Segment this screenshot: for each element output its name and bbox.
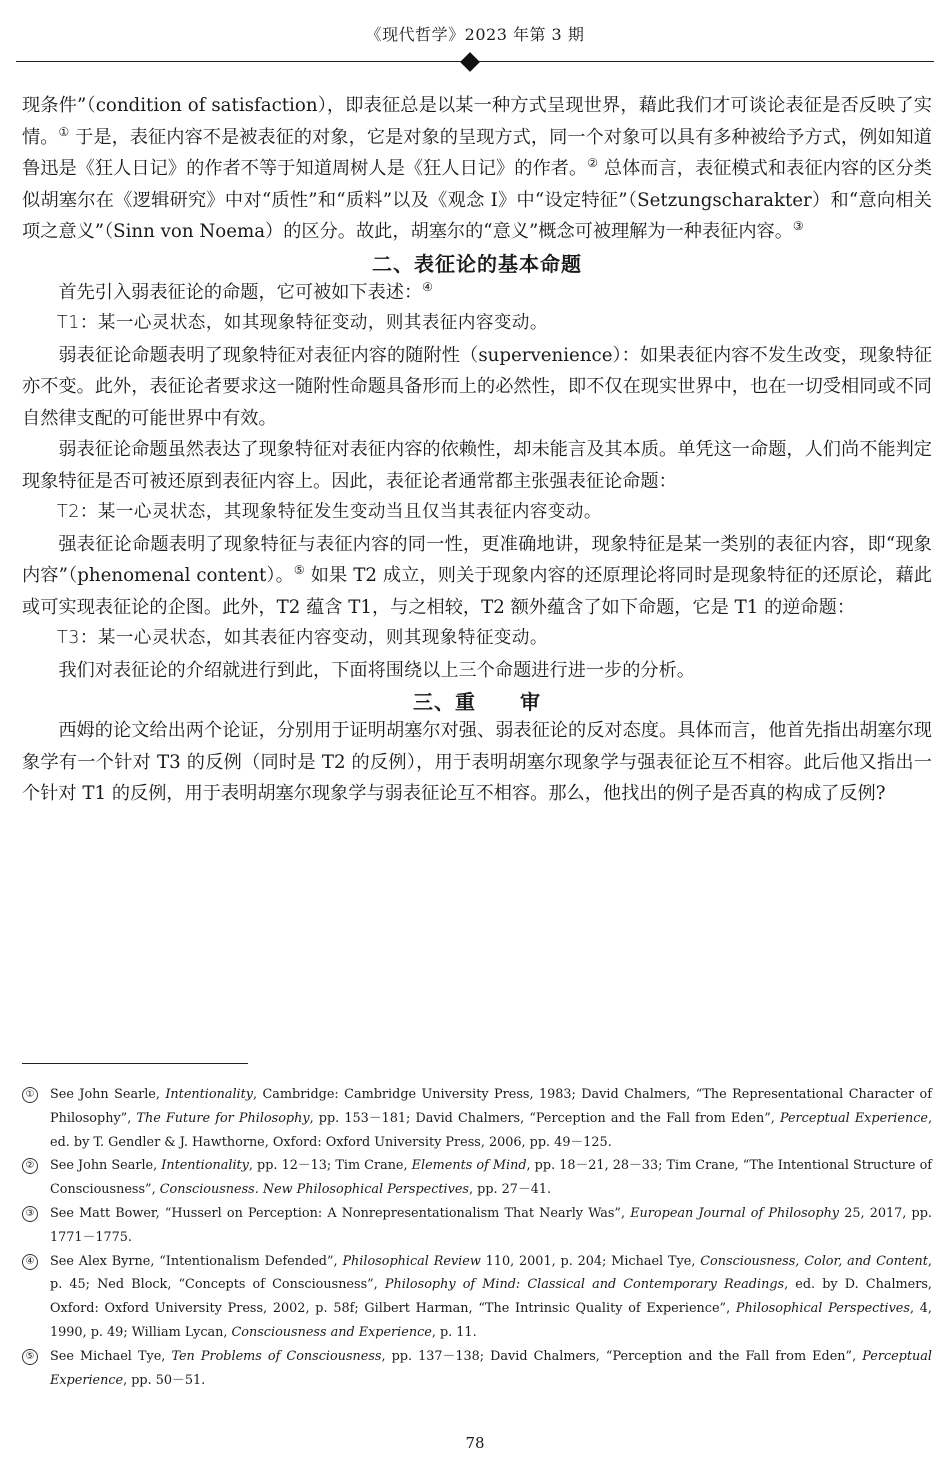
page-number: 78 — [465, 1434, 485, 1452]
footnote-ref-1[interactable]: ① — [58, 124, 70, 139]
footnotes — [22, 1083, 932, 1392]
paragraph-weak-thesis-2: 弱表征论命题虽然表达了现象特征对表征内容的依赖性，却未能言及其本质。单凭这一命题，人们尚不能判定现象特征是否可被还原到表征内容上。因此，表征论者通常都主张强表征论命题： — [22, 439, 932, 492]
running-header: 《现代哲学》2023 年第 3 期 — [365, 25, 585, 44]
thesis-t2: T2：某一心灵状态，其现象特征发生变动当且仅当其表征内容变动。 — [57, 502, 602, 522]
footnote-4: ④ See Alex Byrne, “Intentionalism Defended”, Philosophical Review 110, 2001, p. 204; Michael Tye, Consciousness, Color, and Content, p. 45; Ned Block, “Concepts of Consciousness”, Philosophy of Mind: Classical and Contemporary Readings, ed. by D. Chalmers, Oxford: Oxford University Press, 2002, p. 58f; Gilbert Harman, “The Intrinsic Quality of Experience”, Philosophical Perspectives, 4, 1990, p. 49; William Lycan, Consciousness and Experience, p. 11. — [22, 1250, 932, 1345]
paragraph-section-end: 我们对表征论的介绍就进行到此，下面将围绕以上三个命题进行进一步的分析。 — [58, 659, 695, 681]
footnote-marker: ④ — [22, 1254, 38, 1270]
footnote-ref-5[interactable]: ⑤ — [293, 562, 305, 577]
section-heading-2: 二、表征论的基本命题 — [372, 251, 582, 276]
footnote-ref-3[interactable]: ③ — [792, 218, 804, 233]
paragraph-weak-thesis: 弱表征论命题表明了现象特征对表征内容的随附性（supervenience）：如果表征内容不发生改变，现象特征亦不变。此外，表征论者要求这一随附性命题具备形而上的必然性，即不仅在现实世界中，也在一切受相同或不同自然律支配的可能世界中有效。 — [22, 344, 932, 429]
footnote-marker: ⑤ — [22, 1349, 38, 1365]
footnote-marker: ② — [22, 1158, 38, 1174]
footnote-5: ⑤ See Michael Tye, Ten Problems of Consciousness, pp. 137－138; David Chalmers, “Perception and the Fall from Eden”, Perceptual Experience, pp. 50－51. — [22, 1345, 932, 1393]
thesis-t1: T1：某一心灵状态，如其现象特征变动，则其表征内容变动。 — [57, 313, 548, 333]
section-heading-3: 三、重 审 — [413, 690, 541, 714]
paragraph-continuation: 现条件”（condition of satisfaction），即表征总是以某一种方式呈现世界，藉此我们才可谈论表征是否反映了实情。① 于是，表征内容不是被表征的对象，它是对象的呈现方式，同一个对象可以具有多种被给予方式，例如知道鲁迅是《狂人日记》的作者不等于知道周树人是《狂人日记》的作者。② 总体而言，表征模式和表征内容的区分类似胡塞尔在《逻辑研究》中对“质性”和“质料”以及《观念 I》中“设定特征”（Setzungscharakter）和“意向相关项之意义”（Sinn von Noema）的区分。故此，胡塞尔的“意义”概念可被理解为一种表征内容。③ — [22, 95, 932, 242]
footnote-2: ② See John Searle, Intentionality, pp. 12－13; Tim Crane, Elements of Mind, pp. 18－21, 28－33; Tim Crane, “The Intentional Structure of Consciousness”, Consciousness. New Philosophical Perspectives, pp. 27－41. — [22, 1154, 932, 1202]
footnote-ref-2[interactable]: ② — [587, 155, 599, 170]
footnote-marker: ③ — [22, 1206, 38, 1222]
paragraph-strong-thesis: 强表征论命题表明了现象特征与表征内容的同一性，更准确地讲，现象特征是某一类别的表征内容，即“现象内容”（phenomenal content）。⑤ 如果 T2 成立，则关于现象内容的还原理论将同时是现象特征的还原论，藉此或可实现表征论的企图。此外，T2 蕴含 T1，与之相较，T2 额外蕴含了如下命题，它是 T1 的逆命题： — [22, 533, 932, 618]
header-diamond-ornament — [460, 52, 480, 72]
paragraph-review: 西姆的论文给出两个论证，分别用于证明胡塞尔对强、弱表征论的反对态度。具体而言，他首先指出胡塞尔现象学有一个针对 T3 的反例（同时是 T2 的反例），用于表明胡塞尔现象学与强表征论互不相容。此后他又指出一个针对 T1 的反例，用于表明胡塞尔现象学与弱表征论互不相容。那么，他找出的例子是否真的构成了反例? — [22, 720, 932, 804]
footnote-3: ③ See Matt Bower, “Husserl on Perception: A Nonrepresentationalism That Nearly Was”, European Journal of Philosophy 25, 2017, pp. 1771－1775. — [22, 1202, 932, 1250]
footnote-separator — [22, 1063, 248, 1064]
thesis-t3: T3：某一心灵状态，如其表征内容变动，则其现象特征变动。 — [57, 628, 548, 648]
footnote-marker: ① — [22, 1087, 38, 1103]
footnote-1: ① See John Searle, Intentionality, Cambridge: Cambridge University Press, 1983; David Chalmers, “The Representational Character of Philosophy”, The Future for Philosophy, pp. 153－181; David Chalmers, “Perception and the Fall from Eden”, Perceptual Experience, ed. by T. Gendler & J. Hawthorne, Oxford: Oxford University Press, 2006, pp. 49－125. — [22, 1083, 932, 1154]
paragraph-intro: 首先引入弱表征论的命题，它可被如下表述：④ — [58, 279, 433, 303]
footnote-ref-4[interactable]: ④ — [422, 279, 433, 294]
article-body — [22, 90, 932, 810]
